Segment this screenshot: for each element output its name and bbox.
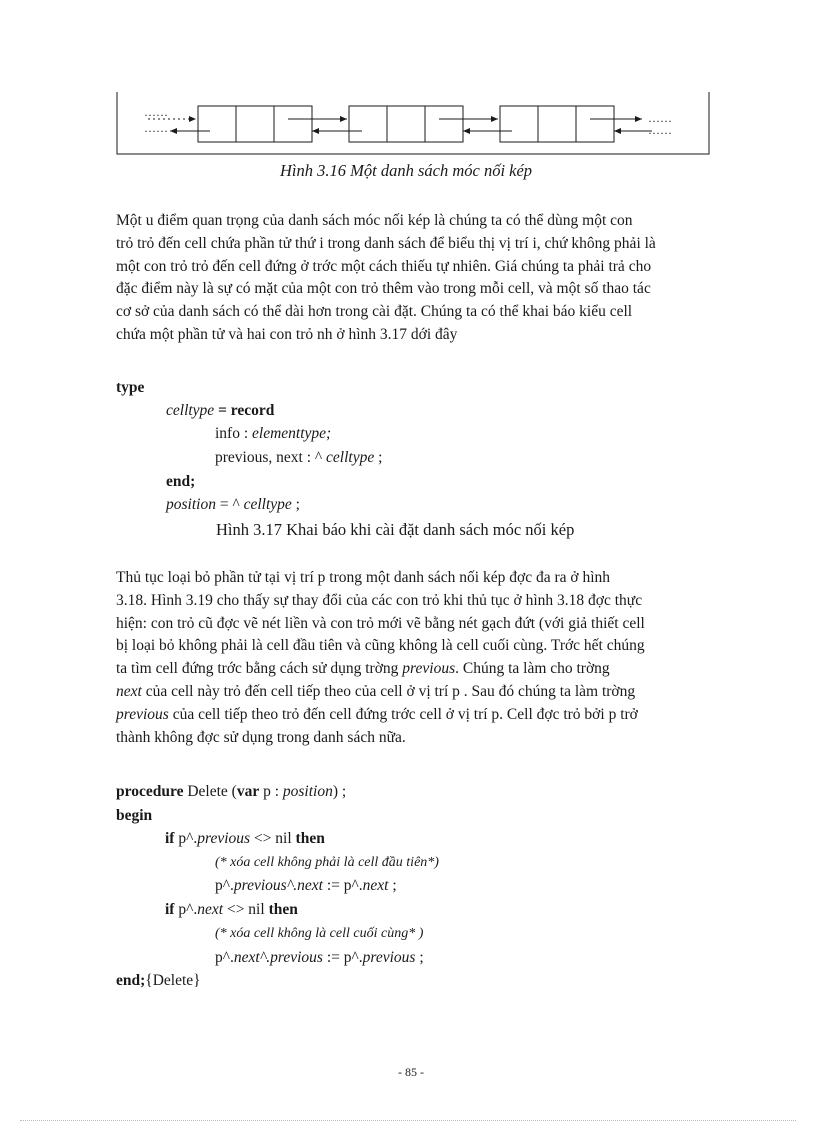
code-keyword: then xyxy=(268,901,298,918)
code-keyword: if xyxy=(165,901,175,918)
page-number: - 85 - xyxy=(398,1065,424,1079)
code-identifier: celltype xyxy=(243,496,292,513)
code-keyword: procedure xyxy=(116,783,184,800)
code-identifier: previous xyxy=(362,949,416,966)
paragraph-1 xyxy=(116,210,741,347)
code-if-next-line xyxy=(165,900,298,920)
paragraph-line xyxy=(116,658,741,681)
code-text: <> nil xyxy=(223,901,269,918)
code-celltype-line xyxy=(166,401,274,421)
code-info-line xyxy=(215,424,331,444)
code-keyword: then xyxy=(295,830,325,847)
paragraph-line: cơ sở của danh sách có thể dài hơn trong cài đặt. Chúng ta có thể khai báo kiểu cell xyxy=(116,303,633,321)
code-identifier: next xyxy=(197,901,224,918)
code-keyword: if xyxy=(165,830,175,847)
code-end-keyword: end; xyxy=(166,473,196,490)
code-identifier: elementtype; xyxy=(252,425,332,442)
figure-317-caption: Hình 3.17 Khai báo khi cài đặt danh sách móc nối kép xyxy=(216,520,575,539)
code-identifier: previous xyxy=(116,705,169,723)
paragraph-line: trỏ trỏ đến cell chứa phần tử thứ i trong danh sách để biểu thị vị trí i, chứ không phải là xyxy=(116,234,656,252)
paragraph-line: đặc điểm này là sự có mặt của một con trỏ thêm vào trong mỗi cell, và một số thao tác xyxy=(116,280,651,298)
text-run: ta tìm cell đứng trớc bằng cách sử dụng trờng xyxy=(116,660,403,678)
code-procedure-line xyxy=(116,782,346,802)
paragraph-line: Thủ tục loại bỏ phần tử tại vị trí p trong một danh sách nối kép đợc đa ra ở hình xyxy=(116,569,610,586)
code-identifier: position xyxy=(282,783,333,800)
code-text: p^. xyxy=(174,830,198,847)
code-text: ; xyxy=(415,949,424,966)
code-text: ) ; xyxy=(332,783,347,800)
code-identifier: position xyxy=(166,496,216,513)
code-text: <> nil xyxy=(250,830,296,847)
paragraph-line: 3.18. Hình 3.19 cho thấy sự thay đổi của các con trỏ khi thủ tục ở hình 3.18 đợc thực xyxy=(116,591,643,609)
paragraph-line: chứa một phần tử và hai con trỏ nh ở hình 3.17 dới đây xyxy=(116,325,458,343)
ellipsis-right-lower: …… xyxy=(648,123,672,137)
text-run: của cell này trỏ đến cell tiếp theo của cell ở vị trí p . Sau đó chúng ta làm trờng xyxy=(141,682,636,700)
figure-316-caption: Hình 3.16 Một danh sách móc nối kép xyxy=(280,161,533,180)
code-identifier: celltype xyxy=(166,402,215,419)
code-assign-previous-line xyxy=(215,948,424,968)
paragraph-line xyxy=(116,704,741,727)
paragraph-line: một con trỏ trỏ đến cell đứng ở trớc một cách thiếu tự nhiên. Giá chúng ta phải trả cho xyxy=(116,257,652,275)
code-text: info : xyxy=(215,425,253,442)
code-text: ; xyxy=(291,496,300,513)
code-text: p : xyxy=(259,783,283,800)
code-text: = ^ xyxy=(215,496,244,513)
code-keyword: end; xyxy=(116,972,146,989)
code-position-line xyxy=(166,495,300,515)
code-identifier: next xyxy=(116,682,142,700)
code-identifier: previous^.next xyxy=(233,877,323,894)
code-text: p^. xyxy=(215,949,234,966)
list-node-3 xyxy=(500,106,614,142)
code-comment: (* xóa cell không là cell cuối cùng* ) xyxy=(215,926,424,941)
code-text: ; xyxy=(374,449,383,466)
code-type-keyword: type xyxy=(116,379,145,396)
code-identifier: next^.previous xyxy=(233,949,323,966)
code-text: := p^. xyxy=(322,949,363,966)
doubly-linked-list-diagram xyxy=(112,92,712,158)
code-begin-keyword: begin xyxy=(116,807,153,824)
ellipsis-right: …… xyxy=(648,111,672,125)
ellipsis-left: …… xyxy=(144,105,168,119)
list-node-2 xyxy=(349,106,463,142)
code-assign-next-line xyxy=(215,876,397,896)
code-end-line xyxy=(116,971,201,991)
paragraph-line: Một u điểm quan trọng của danh sách móc nối kép là chúng ta có thể dùng một con xyxy=(116,212,633,229)
code-prevnext-line xyxy=(215,448,382,468)
code-if-previous-line xyxy=(165,829,325,849)
paragraph-line: thành không đợc sử dụng trong danh sách nữa. xyxy=(116,728,406,746)
diagram-frame xyxy=(117,92,709,154)
code-text: p^. xyxy=(215,877,234,894)
code-identifier: celltype xyxy=(326,449,375,466)
code-text: ; xyxy=(388,877,397,894)
code-identifier: previous xyxy=(197,830,251,847)
code-identifier: next xyxy=(362,877,389,894)
paragraph-2 xyxy=(116,567,741,749)
code-text: Delete ( xyxy=(183,783,237,800)
code-text: := p^. xyxy=(322,877,363,894)
code-keyword: = record xyxy=(214,402,275,419)
list-node-1 xyxy=(198,106,312,142)
page-bottom-rule xyxy=(20,1120,796,1121)
text-run: của cell tiếp theo trỏ đến cell đứng trớc cell ở vị trí p. Cell đợc trỏ bởi p trở xyxy=(168,705,638,723)
code-keyword: var xyxy=(236,783,260,800)
ellipsis-left-lower: …… xyxy=(144,121,168,135)
code-text: p^. xyxy=(174,901,198,918)
paragraph-line: bị loại bỏ không phải là cell đầu tiên và cũng không là cell cuối cùng. Trớc hết chúng xyxy=(116,637,645,655)
text-run: . Chúng ta làm cho trờng xyxy=(455,660,610,678)
code-comment: {Delete} xyxy=(145,972,201,989)
code-comment: (* xóa cell không phải là cell đầu tiên*) xyxy=(215,855,439,870)
code-identifier: previous xyxy=(402,660,456,678)
paragraph-line: hiện: con trỏ cũ đợc vẽ nét liền và con trỏ mới vẽ bằng nét gạch đứt (với giả thiết cell xyxy=(116,614,645,632)
code-text: previous, next : ^ xyxy=(215,449,327,466)
paragraph-line xyxy=(116,681,741,704)
